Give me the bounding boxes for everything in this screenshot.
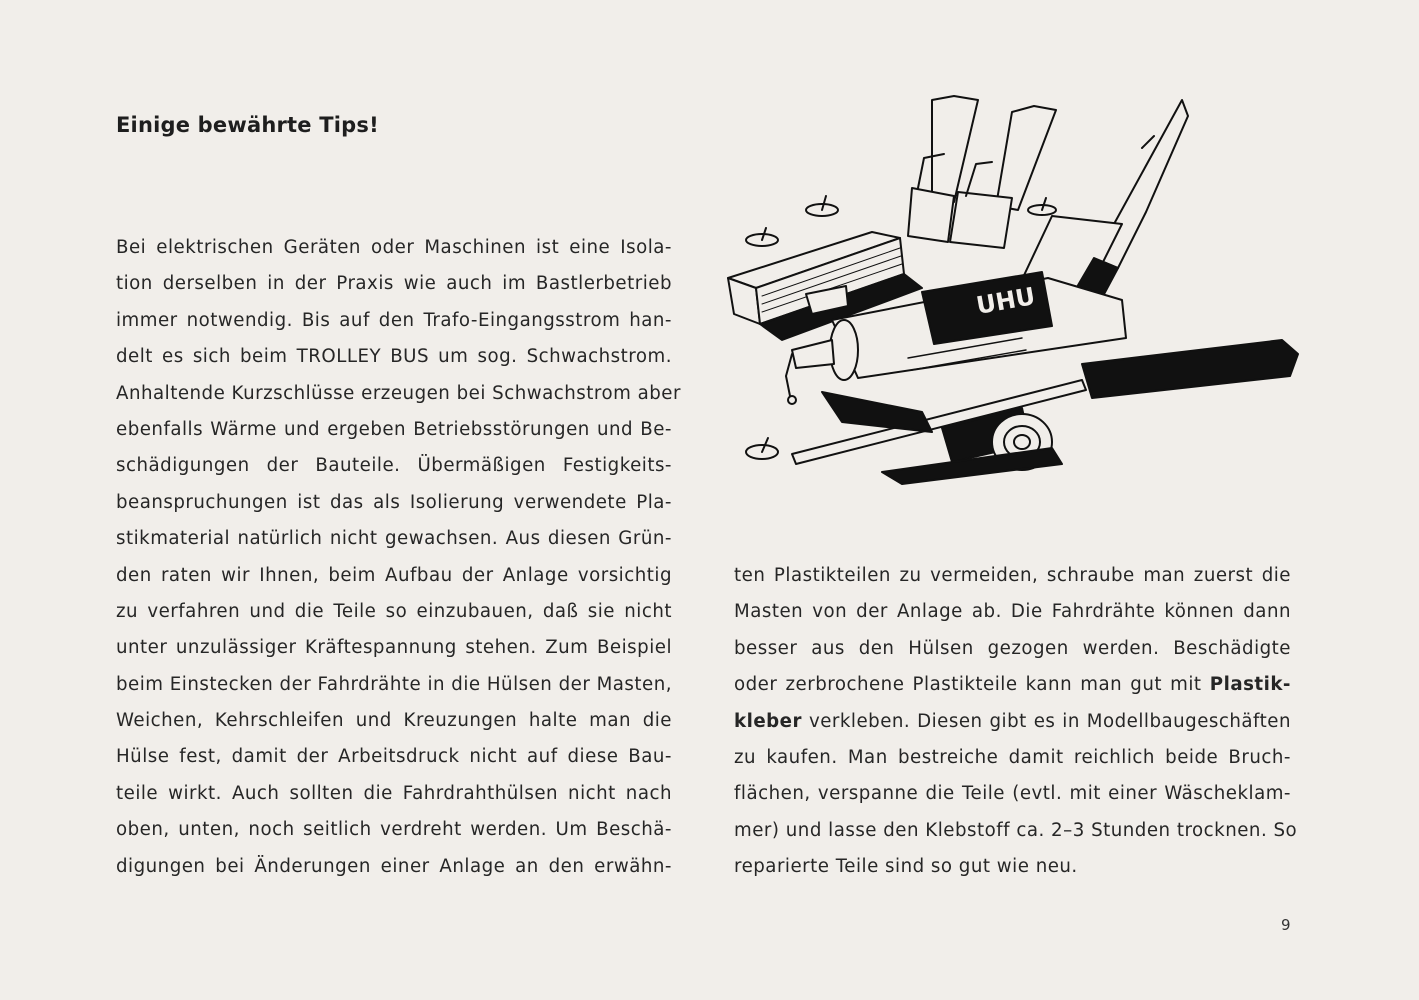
bold-term: kleber [734, 710, 802, 732]
text-line: digungen bei Änderungen einer Anlage an den erwähn- [116, 855, 672, 877]
text-line: unter unzulässiger Kräftespannung stehen. Zum Beispiel [116, 637, 672, 659]
text-line: delt es sich beim TROLLEY BUS um sog. Schwachstrom. [116, 346, 672, 368]
text-line: ten Plastikteilen zu vermeiden, schraube man zuerst die [734, 565, 1291, 586]
text-line: teile wirkt. Auch sollten die Fahrdrahthülsen nicht nach [116, 782, 672, 804]
text-segment: verkleben. Diesen gibt es in Modellbaugeschäften [808, 710, 1291, 732]
text-line: zu verfahren und die Teile so einzubauen, daß sie nicht [116, 600, 672, 622]
text-line: Masten von der Anlage ab. Die Fahrdrähte können dann [734, 601, 1291, 623]
page-number: 9 [1281, 916, 1291, 934]
text-line: besser aus den Hülsen gezogen werden. Beschädigte [734, 637, 1291, 659]
right-text-column [734, 558, 1298, 886]
text-line: beim Einstecken der Fahrdrähte in die Hülsen der Masten, [116, 673, 673, 695]
text-line: immer notwendig. Bis auf den Trafo-Eingangsstrom han- [116, 309, 672, 331]
text-line [734, 667, 1291, 703]
left-text-column [116, 230, 681, 885]
text-line: Weichen, Kehrschleifen und Kreuzungen halte man die [116, 710, 672, 732]
text-line: Bei elektrischen Geräten oder Maschinen ist eine Isola- [116, 237, 672, 258]
text-line: stikmaterial natürlich nicht gewachsen. Aus diesen Grün- [116, 528, 672, 550]
text-line: beanspruchungen ist das als Isolierung verwendete Pla- [116, 491, 672, 513]
tube-label: UHU [974, 282, 1038, 320]
text-line: ebenfalls Wärme und ergeben Betriebsstörungen und Be- [116, 418, 672, 440]
text-line: mer) und lasse den Klebstoff ca. 2–3 Stunden trocknen. So [734, 819, 1298, 841]
text-line: reparierte Teile sind so gut wie neu. [734, 856, 1078, 878]
page-heading: Einige bewährte Tips! [116, 113, 379, 137]
text-line: Hülse fest, damit der Arbeitsdruck nicht auf diese Bau- [116, 746, 672, 768]
text-line: zu kaufen. Man bestreiche damit reichlich beide Bruch- [734, 746, 1291, 768]
text-line: schädigungen der Bauteile. Übermäßigen Festigkeits- [116, 455, 672, 477]
text-line: oben, unten, noch seitlich verdreht werden. Um Beschä- [116, 819, 672, 841]
text-line: den raten wir Ihnen, beim Aufbau der Anlage vorsichtig [116, 564, 672, 586]
tools-illustration-icon [722, 92, 1302, 488]
bold-term: Plastik- [1209, 674, 1291, 696]
text-line: Anhaltende Kurzschlüsse erzeugen bei Schwachstrom aber [116, 382, 681, 404]
text-line [734, 704, 1291, 740]
text-line: tion derselben in der Praxis wie auch im Bastlerbetrieb [116, 273, 672, 295]
text-line: flächen, verspanne die Teile (evtl. mit einer Wäscheklam- [734, 783, 1291, 805]
text-segment: oder zerbrochene Plastikteile kann man gut mit [734, 674, 1202, 696]
